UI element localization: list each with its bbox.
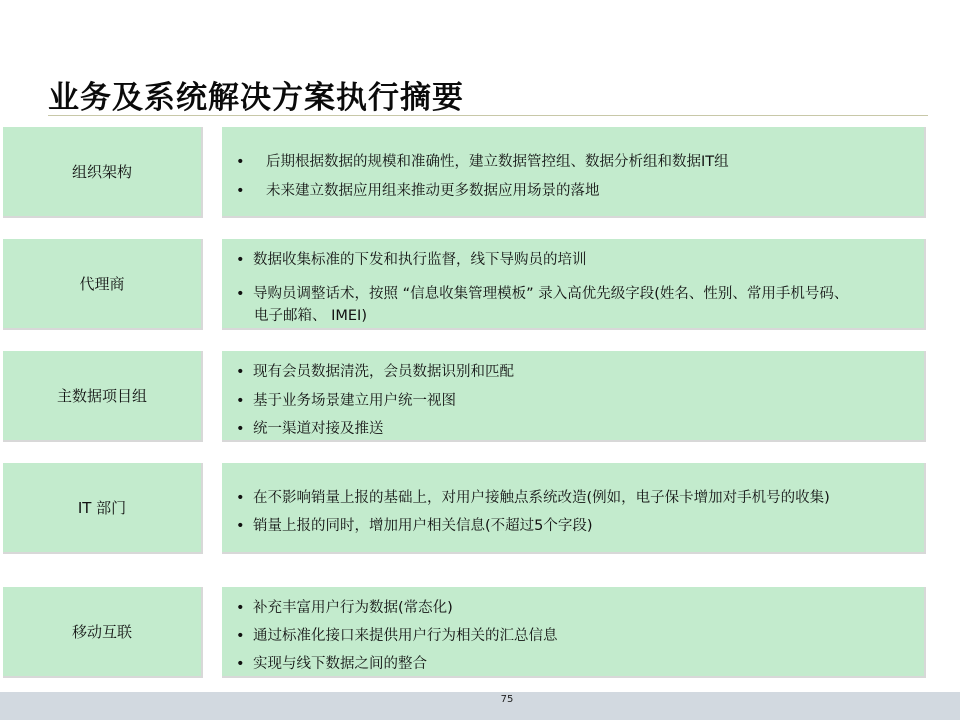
bullet-text: 导购员调整话术，按照 “信息收集管理模板” 录入高优先级字段(姓名、性别、常用手机号码、 [253,286,849,302]
row-label-it [3,463,203,554]
row-label-text: 主数据项目组 [56,387,147,405]
row-label-org [3,127,203,218]
bullet-text: 基于业务场景建立用户统一视图 [253,393,456,409]
row-label-mdm [3,351,203,442]
row-content-org [222,127,926,218]
bullet-dot: • [236,518,245,534]
bullet-dot: • [236,286,245,302]
bullet-text: 后期根据数据的规模和准确性，建立数据管控组、数据分析组和数据IT组 [266,154,729,170]
bullet-text: 电子邮箱、 IMEI) [254,308,367,324]
bullet-dot: • [236,393,245,409]
bullet-text: 现有会员数据清洗，会员数据识别和匹配 [253,364,514,380]
bullet-text: 在不影响销量上报的基础上，对用户接触点系统改造(例如，电子保卡增加对手机号的收集) [253,490,830,506]
row-content-agent [222,239,926,330]
bullet-dot: • [236,252,245,268]
bullet-dot: • [236,183,245,199]
row-content-mobile [222,587,926,678]
row-label-text: IT 部门 [77,499,127,517]
row-label-agent [3,239,203,330]
bullet-dot: • [236,628,245,644]
bullet-text: 销量上报的同时，增加用户相关信息(不超过5个字段) [253,518,593,534]
page-number: 75 [500,694,514,705]
bullet-dot: • [236,656,245,672]
bullet-dot: • [236,600,245,616]
bullet-dot: • [236,364,245,380]
bullet-text: 未来建立数据应用组来推动更多数据应用场景的落地 [266,183,600,199]
slide-title: 业务及系统解决方案执行摘要 [48,80,464,116]
bullet-dot: • [236,421,245,437]
bullet-text: 实现与线下数据之间的整合 [253,656,427,672]
bullet-text: 通过标准化接口来提供用户行为相关的汇总信息 [253,628,558,644]
bullet-text: 数据收集标准的下发和执行监督，线下导购员的培训 [253,252,587,268]
row-label-text: 代理商 [79,275,125,293]
row-label-text: 组织架构 [71,163,132,181]
bullet-dot: • [236,154,245,170]
row-content-mdm [222,351,926,442]
row-label-text: 移动互联 [71,623,132,641]
bullet-dot: • [236,490,245,506]
bullet-text: 统一渠道对接及推送 [253,421,384,437]
title-divider [48,115,928,116]
row-content-it [222,463,926,554]
bullet-text: 补充丰富用户行为数据(常态化) [253,600,453,616]
row-label-mobile [3,587,203,678]
